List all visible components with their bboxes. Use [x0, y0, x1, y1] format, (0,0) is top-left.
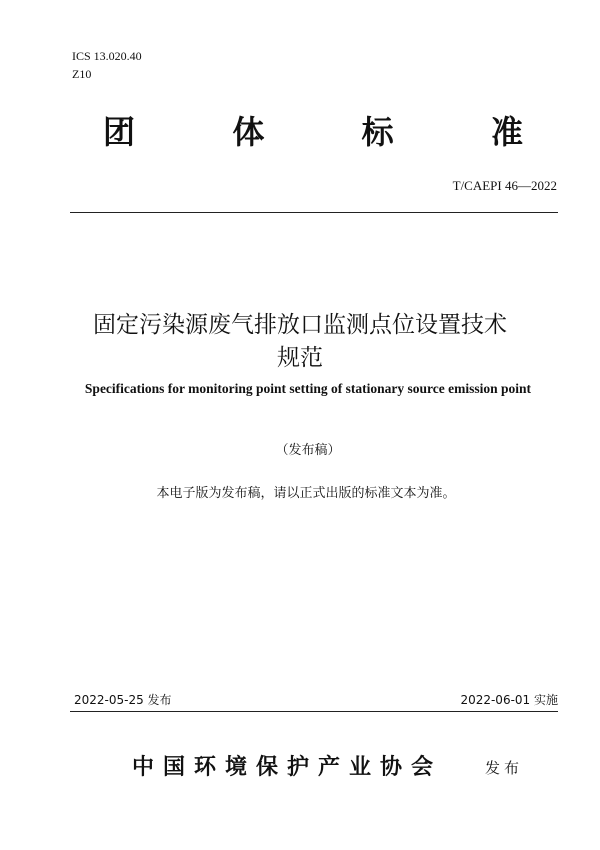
document-title-line2: 规范 [277, 345, 323, 371]
standard-type-heading [103, 110, 523, 154]
standard-type-char: 准 [490, 113, 523, 151]
standard-type-char: 团 [103, 113, 136, 151]
document-title-english: Specifications for monitoring point setting of stationary source emission point [84, 381, 532, 396]
top-divider [70, 212, 558, 213]
ics-code: ICS 13.020.40 [72, 49, 142, 63]
publish-date: 2022-05-25 发布 [74, 693, 172, 707]
standard-number: T/CAEPI 46—2022 [452, 178, 557, 193]
standard-type-char: 标 [361, 113, 394, 151]
edition-note: 本电子版为发布稿，请以正式出版的标准文本为准。 [156, 486, 456, 501]
implement-date: 2022-06-01 实施 [460, 693, 558, 707]
document-title-line1: 固定污染源废气排放口监测点位设置技术 [93, 312, 507, 338]
bottom-divider [70, 711, 558, 712]
ccs-code: Z10 [72, 67, 92, 81]
issue-label: 发布 [485, 759, 524, 777]
issuing-organization: 中国环境保护产业协会 [132, 754, 443, 780]
draft-label: （发布稿） [275, 443, 341, 458]
standard-type-char: 体 [232, 113, 265, 151]
